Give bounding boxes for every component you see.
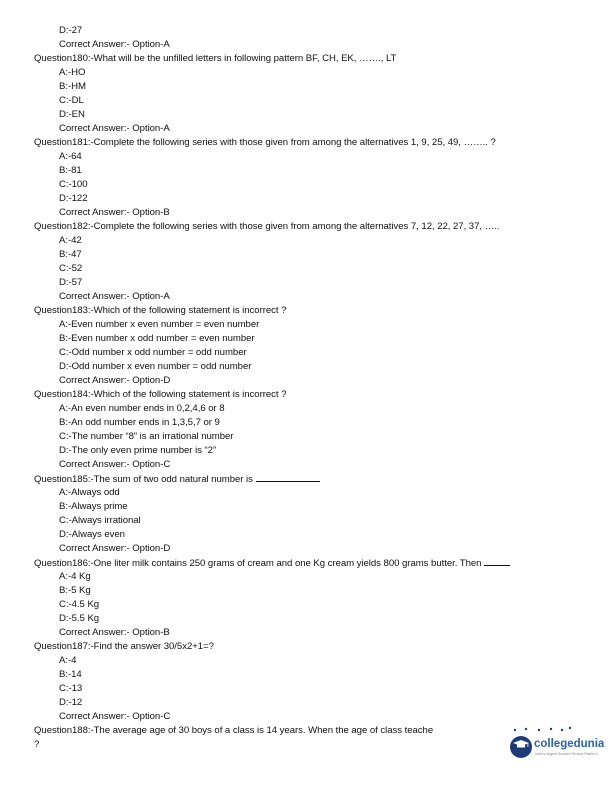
option-line: D:-5.5 Kg (59, 613, 100, 624)
question-line: Question182:-Complete the following series with those given from among the alternatives 7, 12, 22, 27, 37, ….. (34, 221, 500, 232)
question-line: Question180:-What will be the unfilled letters in following pattern BF, CH, EK, ……., LT (34, 53, 397, 64)
option-line: D:-Always even (59, 529, 125, 540)
question-line: Question187:-Find the answer 30/5x2+1=? (34, 641, 214, 652)
option-line: B:-Always prime (59, 501, 128, 512)
option-line: D:-The only even prime number is “2” (59, 445, 217, 456)
option-line: A:-Always odd (59, 487, 120, 498)
graduation-cap-icon (513, 740, 529, 749)
graduation-badge-icon (510, 736, 532, 758)
option-line: C:-13 (59, 683, 83, 694)
question-line-with-blank (0, 556, 613, 570)
option-line: A:-64 (59, 151, 82, 162)
option-line: C:-4.5 Kg (59, 599, 100, 610)
option-line: C:-Always irrational (59, 515, 141, 526)
answer-line: Correct Answer:- Option-A (59, 123, 170, 134)
option-line: D:-57 (59, 277, 83, 288)
option-line: C:-DL (59, 95, 84, 106)
option-line: B:-An odd number ends in 1,3,5,7 or 9 (59, 417, 220, 428)
collegedunia-logo (502, 722, 613, 768)
answer-line: Correct Answer:- Option-C (59, 711, 171, 722)
option-line: B:-5 Kg (59, 585, 91, 596)
option-line: A:-4 (59, 655, 77, 666)
logo-tagline: India's largest Student Review Platform (535, 752, 598, 756)
answer-line: Correct Answer:- Option-D (59, 375, 171, 386)
question-line: Question181:-Complete the following series with those given from among the alternatives 1, 9, 25, 49, …….. ? (34, 137, 496, 148)
question-text: Question185:-The sum of two odd natural number is (34, 474, 253, 485)
option-line: A:-HO (59, 67, 86, 78)
question-text: Question186:-One liter milk contains 250 grams of cream and one Kg cream yields 800 grams butter. Then (34, 558, 482, 569)
option-line: B:-81 (59, 165, 82, 176)
option-line: C:-The number “8” is an irrational number (59, 431, 234, 442)
option-line: C:-Odd number x odd number = odd number (59, 347, 247, 358)
logo-wordmark: collegedunia (534, 738, 605, 750)
option-line: C:-100 (59, 179, 88, 190)
option-line: D:-EN (59, 109, 85, 120)
answer-line: Correct Answer:- Option-B (59, 207, 170, 218)
answer-blank (256, 472, 320, 482)
option-line: A:-4 Kg (59, 571, 91, 582)
document-page (0, 24, 613, 752)
question-line: Question184:-Which of the following statement is incorrect ? (34, 389, 287, 400)
option-line: C:-52 (59, 263, 83, 274)
option-line: D:-Odd number x even number = odd number (59, 361, 252, 372)
option-line: B:-Even number x odd number = even number (59, 333, 255, 344)
option-line: A:-An even number ends in 0,2,4,6 or 8 (59, 403, 225, 414)
question-line: Question188:-The average age of 30 boys of a class is 14 years. When the age of class teache (34, 725, 434, 736)
answer-blank (484, 556, 510, 566)
logo-dots (512, 726, 572, 732)
option-line: A:-42 (59, 235, 82, 246)
answer-line: Correct Answer:- Option-A (59, 39, 170, 50)
option-line: B:-47 (59, 249, 82, 260)
option-line: D:-122 (59, 193, 88, 204)
option-line: D:-12 (59, 697, 83, 708)
question-line-with-blank (0, 472, 613, 486)
question-continuation: ? (34, 739, 40, 750)
answer-line: Correct Answer:- Option-D (59, 543, 171, 554)
answer-line: Correct Answer:- Option-A (59, 291, 170, 302)
option-line: B:-HM (59, 81, 86, 92)
option-line: B:-14 (59, 669, 82, 680)
answer-line: Correct Answer:- Option-C (59, 459, 171, 470)
answer-line: Correct Answer:- Option-B (59, 627, 170, 638)
option-line: A:-Even number x even number = even number (59, 319, 260, 330)
question-line: Question183:-Which of the following statement is incorrect ? (34, 305, 287, 316)
option-line: D:-27 (59, 25, 83, 36)
